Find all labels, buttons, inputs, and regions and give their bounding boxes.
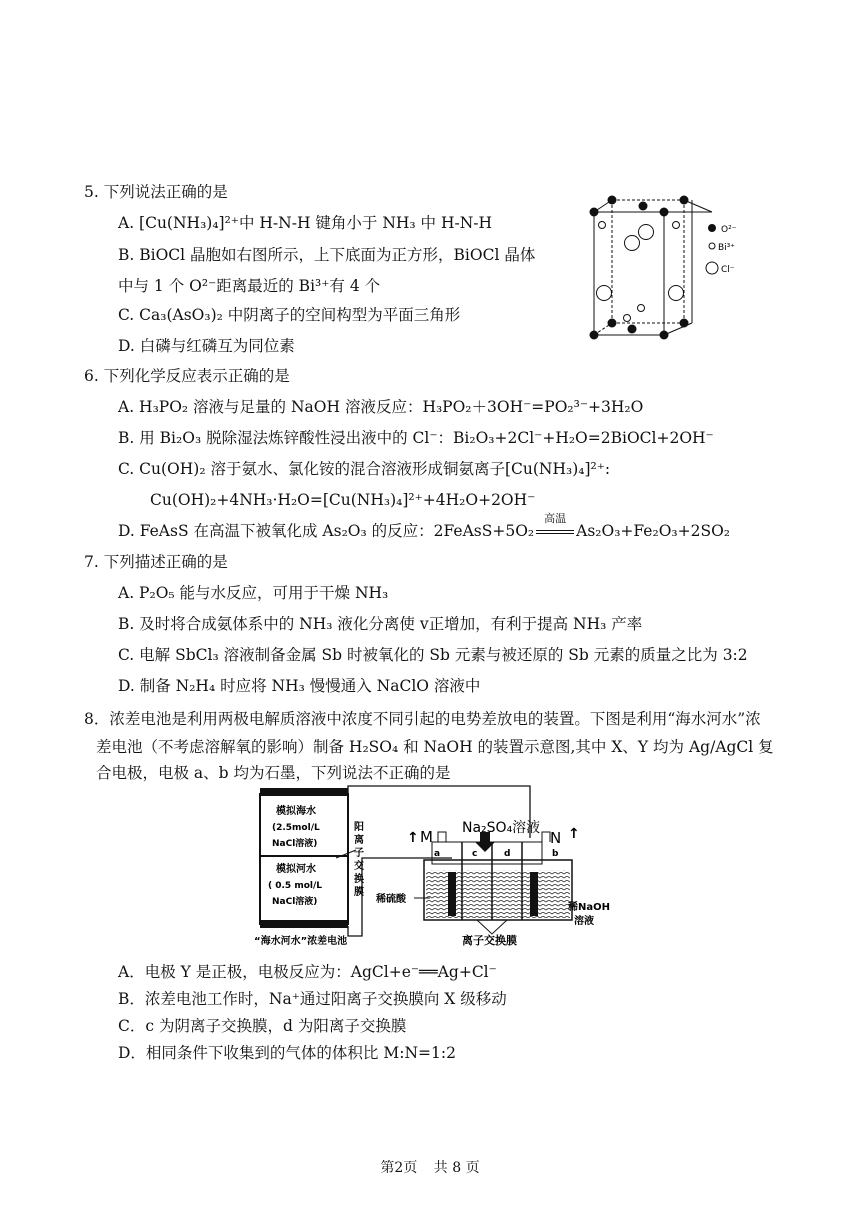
q8-option-a: A．电极 Y 是正极，电极反应为：AgCl+e⁻══Ag+Cl⁻ <box>118 963 497 981</box>
river-conc: ( 0.5 mol/L <box>268 881 322 891</box>
q6-option-d-post: As₂O₃+Fe₂O₃+2SO₂ <box>576 522 730 540</box>
membrane-char-6: 膜 <box>354 887 364 898</box>
sea-label: 模拟海水 <box>276 806 316 817</box>
q7-stem: 7. 下列描述正确的是 <box>84 553 228 571</box>
q5-option-b-line1: B. BiOCl 晶胞如右图所示，上下底面为正方形，BiOCl 晶体 <box>118 246 536 264</box>
legend-o2: O²⁻ <box>721 225 737 235</box>
electrode-a: a <box>434 849 441 859</box>
membrane-char-5: 换 <box>354 874 364 885</box>
exchange-caption: 离子交换膜 <box>462 934 517 947</box>
membrane-char-3: 子 <box>354 848 364 859</box>
q6-option-c-line1: C. Cu(OH)₂ 溶于氨水、氯化铵的混合溶液形成铜氨离子[Cu(NH₃)₄]²⁺: <box>118 460 611 478</box>
q7-option-b: B. 及时将合成氨体系中的 NH₃ 液化分离使 v正增加，有利于提高 NH₃ 产率 <box>118 615 643 633</box>
q5-stem: 5. 下列说法正确的是 <box>84 183 228 201</box>
battery-caption: “海水河水”浓差电池 <box>254 936 348 947</box>
q5-option-d: D. 白磷与红磷互为同位素 <box>118 337 295 355</box>
q8-option-c: C．c 为阴离子交换膜，d 为阳离子交换膜 <box>118 1017 407 1035</box>
gas-n-label: N <box>550 829 562 847</box>
base-label-1: 稀NaOH <box>568 902 610 913</box>
acid-label: 稀硫酸 <box>376 894 406 905</box>
membrane-c: c <box>472 849 478 859</box>
q5-option-c: C. Ca₃(AsO₃)₂ 中阴离子的空间构型为平面三角形 <box>118 306 461 324</box>
sea-conc: (2.5mol/L <box>272 823 320 833</box>
legend-cl: Cl⁻ <box>721 265 735 275</box>
q7-option-c: C. 电解 SbCl₃ 溶液制备金属 Sb 时被氧化的 Sb 元素与被还原的 Sb 元素的质量之比为 3:2 <box>118 646 748 664</box>
membrane-char-1: 阳 <box>354 822 364 833</box>
solution-label: Na₂SO₄溶液 <box>462 820 541 836</box>
q7-option-d: D. 制备 N₂H₄ 时应将 NH₃ 慢慢通入 NaClO 溶液中 <box>118 677 481 695</box>
q6-option-d-pre: D. FeAsS 在高温下被氧化成 As₂O₃ 的反应：2FeAsS+5O₂ <box>118 522 535 540</box>
q5-option-a: A. [Cu(NH₃)₄]²⁺中 H-N-H 键角小于 NH₃ 中 H-N-H <box>118 214 493 232</box>
q6-condition: 高温 <box>544 512 567 525</box>
page-total: 共 8 页 <box>433 1160 480 1176</box>
bioclcell-figure <box>584 190 754 350</box>
q8-stem-line3: 合电极，电极 a、b 均为石墨，下列说法不正确的是 <box>96 764 451 782</box>
sea-solute: NaCl溶液) <box>272 839 318 849</box>
q6-option-c-line2: Cu(OH)₂+4NH₃·H₂O=[Cu(NH₃)₄]²⁺+4H₂O+2OH⁻ <box>150 491 536 509</box>
svg-text:↑: ↑ <box>407 830 419 846</box>
membrane-d: d <box>504 849 511 859</box>
q8-stem-line1: 8．浓差电池是利用两极电解质溶液中浓度不同引起的电势差放电的装置。下图是利用“海水河水”浓 <box>84 710 761 728</box>
concentration-cell-figure <box>252 780 610 950</box>
membrane-char-2: 离 <box>354 835 364 846</box>
membrane-char-4: 交 <box>354 861 364 872</box>
q6-option-d <box>118 512 730 541</box>
legend-bi3: Bi³⁺ <box>718 243 736 253</box>
q8-option-d: D．相同条件下收集到的气体的体积比 M:N=1:2 <box>118 1044 456 1062</box>
q6-option-a: A. H₃PO₂ 溶液与足量的 NaOH 溶液反应：H₃PO₂＋3OH⁻=PO₂³⁻+3H₂O <box>118 398 644 416</box>
q8-stem-line2: 差电池（不考虑溶解氧的影响）制备 H₂SO₄ 和 NaOH 的装置示意图,其中 X、Y 均为 Ag/AgCl 复 <box>96 738 774 756</box>
q6-stem: 6. 下列化学反应表示正确的是 <box>84 367 290 385</box>
page-number: 第2页 <box>380 1160 418 1176</box>
q6-option-b: B. 用 Bi₂O₃ 脱除湿法炼锌酸性浸出液中的 Cl⁻：Bi₂O₃+2Cl⁻+H₂O=2BiOCl+2OH⁻ <box>118 429 714 447</box>
q5-option-b-line2: 中与 1 个 O²⁻距离最近的 Bi³⁺有 4 个 <box>118 277 381 295</box>
base-label-2: 溶液 <box>574 916 594 927</box>
q6-condition-arrow <box>534 512 576 541</box>
svg-text:↑: ↑ <box>568 826 580 842</box>
river-solute: NaCl溶液) <box>272 897 318 907</box>
electrode-b: b <box>552 849 559 859</box>
river-label: 模拟河水 <box>276 864 316 875</box>
gas-m-label: M <box>420 828 433 846</box>
page-footer <box>0 1157 860 1177</box>
q8-option-b: B．浓差电池工作时，Na⁺通过阳离子交换膜向 X 级移动 <box>118 990 507 1008</box>
q7-option-a: A. P₂O₅ 能与水反应，可用于干燥 NH₃ <box>118 584 389 602</box>
